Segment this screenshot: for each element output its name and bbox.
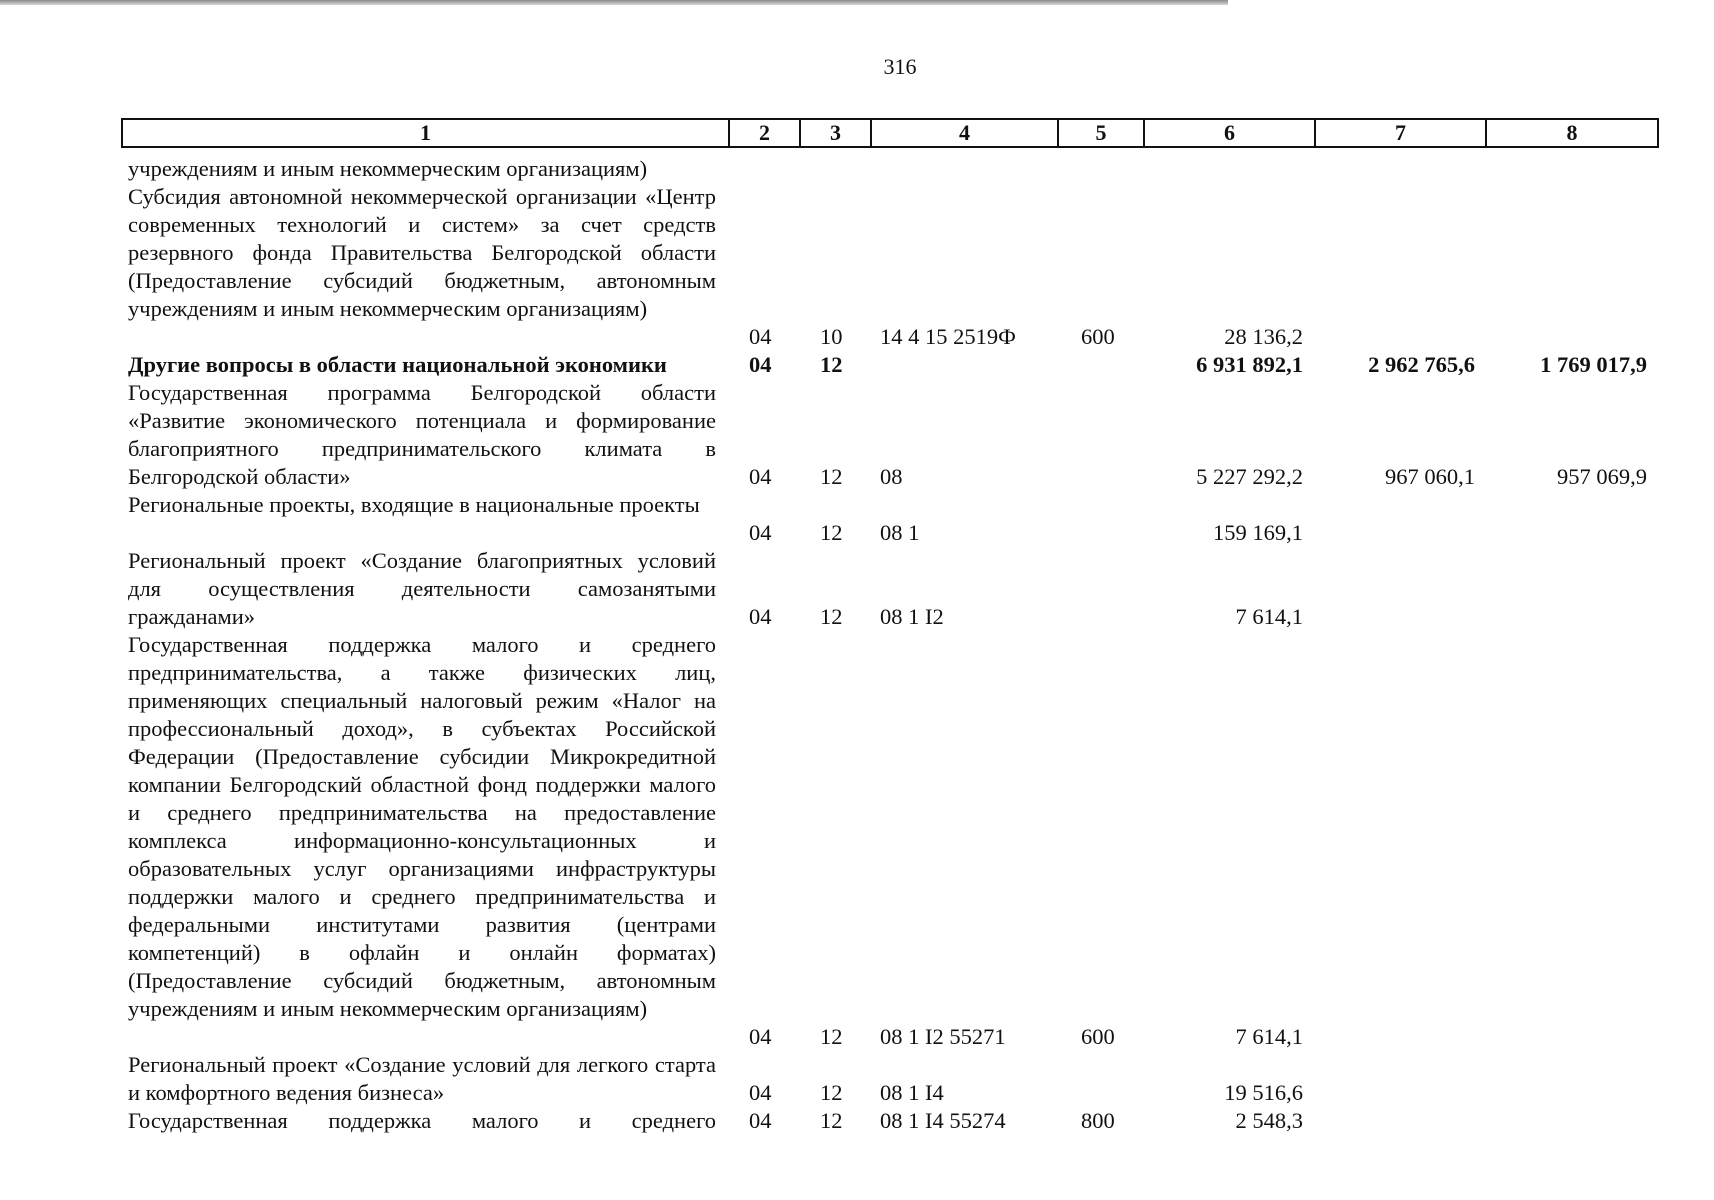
cell-target-article: 08 1 I2 bbox=[880, 604, 944, 629]
row-description: Региональные проекты, входящие в национальные проекты bbox=[128, 492, 700, 517]
cell-amount-col6: 7 614,1 bbox=[1235, 604, 1303, 629]
cell-subsection: 12 bbox=[820, 1108, 843, 1133]
cell-subsection: 12 bbox=[820, 1024, 843, 1049]
cell-subsection: 12 bbox=[820, 1080, 843, 1105]
cell-section: 04 bbox=[749, 604, 772, 629]
cell-target-article: 08 1 I4 55274 bbox=[880, 1108, 1006, 1133]
column-header-6: 6 bbox=[1144, 119, 1315, 147]
cell-target-article: 08 1 I2 55271 bbox=[880, 1024, 1006, 1049]
column-header-2: 2 bbox=[729, 119, 800, 147]
cell-section: 04 bbox=[749, 352, 772, 377]
cell-expense-type: 600 bbox=[1081, 324, 1115, 349]
cell-target-article: 08 1 bbox=[880, 520, 920, 545]
row-description: Региональный проект «Создание благоприятных условий для осуществления деятельности самозанятыми гражданами» bbox=[128, 548, 716, 629]
scan-edge bbox=[0, 0, 1228, 5]
column-header-8: 8 bbox=[1486, 119, 1658, 147]
column-header-7: 7 bbox=[1315, 119, 1486, 147]
cell-amount-col6: 2 548,3 bbox=[1235, 1108, 1303, 1133]
cell-target-article: 08 bbox=[880, 464, 903, 489]
cell-subsection: 10 bbox=[820, 324, 843, 349]
cell-section: 04 bbox=[749, 1108, 772, 1133]
row-description: Государственная программа Белгородской области «Развитие экономического потенциала и формирование благоприятного предпринимательского климата в Белгородской области» bbox=[128, 380, 716, 489]
cell-target-article: 14 4 15 2519Ф bbox=[880, 324, 1016, 349]
column-header-4: 4 bbox=[871, 119, 1058, 147]
cell-subsection: 12 bbox=[820, 352, 843, 377]
cell-amount-col6: 6 931 892,1 bbox=[1196, 352, 1303, 377]
row-description: Другие вопросы в области национальной экономики bbox=[128, 352, 667, 377]
column-header-3: 3 bbox=[800, 119, 871, 147]
cell-amount-col8: 1 769 017,9 bbox=[1540, 352, 1647, 377]
cell-amount-col6: 159 169,1 bbox=[1213, 520, 1303, 545]
cell-section: 04 bbox=[749, 324, 772, 349]
cell-target-article: 08 1 I4 bbox=[880, 1080, 944, 1105]
row-description: учреждениям и иным некоммерческим организациям) bbox=[128, 156, 648, 181]
cell-section: 04 bbox=[749, 464, 772, 489]
cell-section: 04 bbox=[749, 1024, 772, 1049]
cell-subsection: 12 bbox=[820, 520, 843, 545]
cell-amount-col6: 19 516,6 bbox=[1224, 1080, 1303, 1105]
row-description: Государственная поддержка малого и среднего bbox=[128, 1108, 716, 1133]
cell-amount-col6: 7 614,1 bbox=[1235, 1024, 1303, 1049]
page-number: 316 bbox=[883, 54, 917, 79]
cell-section: 04 bbox=[749, 1080, 772, 1105]
column-header-5: 5 bbox=[1058, 119, 1144, 147]
cell-section: 04 bbox=[749, 520, 772, 545]
cell-amount-col6: 28 136,2 bbox=[1224, 324, 1303, 349]
cell-amount-col8: 957 069,9 bbox=[1557, 464, 1647, 489]
row-description: Субсидия автономной некоммерческой организации «Центр современных технологий и систем» за счет средств резервного фонда Правительства Белгородской области (Предоставление субсидий бюджетным, автономным учреждениям и иным некоммерческим организациям) bbox=[128, 184, 716, 321]
table-header bbox=[121, 118, 1659, 148]
cell-subsection: 12 bbox=[820, 604, 843, 629]
cell-amount-col7: 967 060,1 bbox=[1385, 464, 1475, 489]
cell-amount-col7: 2 962 765,6 bbox=[1368, 352, 1475, 377]
row-description: Государственная поддержка малого и среднего предпринимательства, а также физических лиц, применяющих специальный налоговый режим «Налог на профессиональный доход», в субъектах Российской Федерации (Предоставление субсидии Микрокредитной компании Белгородский областной фонд поддержки малого и среднего предпринимательства на предоставление комплекса информационно-консультационных и образовательных услуг организациями инфраструктуры поддержки малого и среднего предпринимательства и федеральными институтами развития (центрами компетенций) в офлайн и онлайн форматах) (Предоставление субсидий бюджетным, автономным учреждениям и иным некоммерческим организациям) bbox=[128, 632, 716, 1021]
cell-amount-col6: 5 227 292,2 bbox=[1196, 464, 1303, 489]
row-description: Региональный проект «Создание условий для легкого старта и комфортного ведения бизнеса» bbox=[128, 1052, 716, 1105]
cell-expense-type: 600 bbox=[1081, 1024, 1115, 1049]
cell-subsection: 12 bbox=[820, 464, 843, 489]
column-header-1: 1 bbox=[122, 119, 729, 147]
cell-expense-type: 800 bbox=[1081, 1108, 1115, 1133]
